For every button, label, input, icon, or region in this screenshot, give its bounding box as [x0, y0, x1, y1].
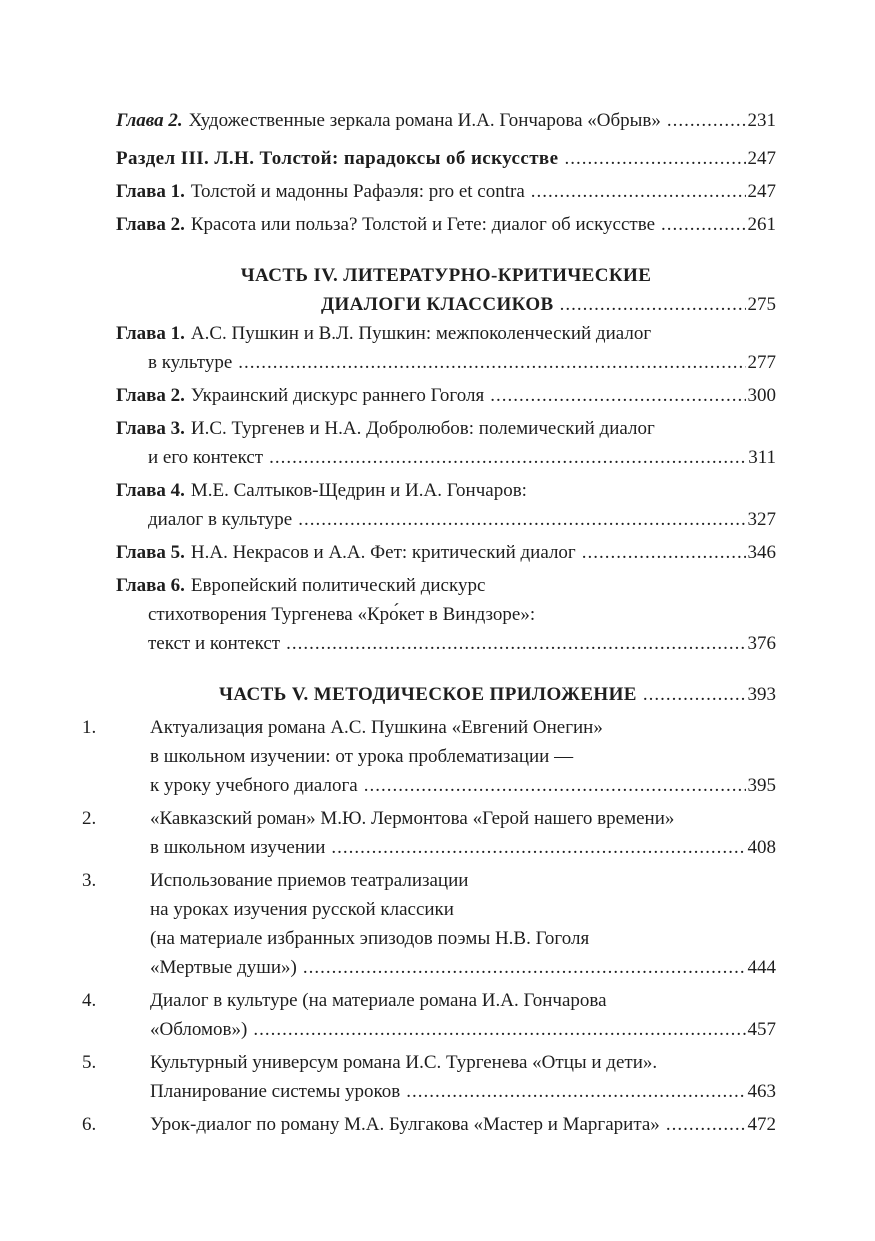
- table-of-contents: [82, 106, 776, 1139]
- leader-dots: [666, 1110, 746, 1139]
- chapter-label: Глава 1.: [116, 181, 185, 202]
- entry-title: Урок-диалог по роману М.А. Булгакова «Мастер и Маргарита»: [150, 1114, 660, 1135]
- list-item: [82, 986, 776, 1015]
- page-number: 393: [747, 684, 776, 705]
- leader-dots: [643, 680, 746, 709]
- toc-entry: [116, 571, 776, 600]
- list-item: [82, 1048, 776, 1077]
- chapter-label: Глава 2.: [116, 110, 183, 131]
- list-item: [82, 1110, 776, 1139]
- leader-dots: [253, 1015, 745, 1044]
- toc-entry: [116, 381, 776, 410]
- entry-title-cont: к уроку учебного диалога: [150, 775, 358, 796]
- chapter-label: Глава 3.: [116, 418, 185, 439]
- list-item: [82, 713, 776, 742]
- part-heading: [116, 680, 776, 709]
- toc-entry-continuation: [116, 348, 776, 377]
- page-number: 300: [747, 385, 776, 406]
- toc-entry-continuation: [116, 505, 776, 534]
- leader-dots: [661, 210, 745, 239]
- list-item: [82, 866, 776, 895]
- entry-title-cont: (на материале избранных эпизодов поэмы Н.В. Гоголя: [150, 928, 590, 949]
- page-number: 408: [747, 837, 776, 858]
- list-item-continuation: [116, 953, 776, 982]
- entry-title-cont: и его контекст: [148, 447, 264, 468]
- entry-title: Художественные зеркала романа И.А. Гончарова «Обрыв»: [188, 110, 661, 131]
- page-number: 277: [747, 352, 776, 373]
- entry-title: Красота или польза? Толстой и Гете: диалог об искусстве: [190, 214, 656, 235]
- chapter-label: Глава 1.: [116, 323, 185, 344]
- leader-dots: [531, 177, 746, 206]
- list-item-continuation: [116, 1077, 776, 1106]
- list-item-continuation: [116, 895, 776, 924]
- entry-title-cont: «Мертвые души»): [150, 957, 297, 978]
- leader-dots: [269, 443, 746, 472]
- leader-dots: [560, 290, 746, 319]
- entry-title: И.С. Тургенев и Н.А. Добролюбов: полемический диалог: [190, 418, 655, 439]
- entry-title-cont: в школьном изучении: [150, 837, 326, 858]
- entry-title: Н.А. Некрасов и А.А. Фет: критический диалог: [190, 542, 576, 563]
- item-number: 2.: [82, 808, 97, 829]
- leader-dots: [564, 144, 745, 173]
- list-item-continuation: [116, 742, 776, 771]
- page-number: 395: [747, 775, 776, 796]
- entry-title: Украинский дискурс раннего Гоголя: [190, 385, 485, 406]
- leader-dots: [490, 381, 745, 410]
- entry-title: А.С. Пушкин и В.Л. Пушкин: межпоколенческий диалог: [190, 323, 652, 344]
- chapter-label: Глава 4.: [116, 480, 185, 501]
- list-item-continuation: [116, 1015, 776, 1044]
- leader-dots: [303, 953, 746, 982]
- list-item-continuation: [116, 924, 776, 953]
- part-heading-line2: [116, 290, 776, 319]
- entry-title-cont: текст и контекст: [148, 633, 281, 654]
- item-number: 3.: [82, 870, 97, 891]
- entry-title: Использование приемов театрализации: [150, 870, 469, 891]
- leader-dots: [298, 505, 745, 534]
- toc-entry: [116, 476, 776, 505]
- part-title-line2: ДИАЛОГИ КЛАССИКОВ: [321, 294, 554, 315]
- toc-entry-continuation: [116, 629, 776, 658]
- leader-dots: [667, 106, 746, 135]
- list-item-continuation: [116, 833, 776, 862]
- toc-entry-continuation: [116, 600, 776, 629]
- entry-title: «Кавказский роман» М.Ю. Лермонтова «Герой нашего времени»: [150, 808, 675, 829]
- section-heading: [116, 144, 776, 173]
- entry-title: Толстой и мадонны Рафаэля: pro et contra: [190, 181, 525, 202]
- entry-title-cont: на уроках изучения русской классики: [150, 899, 454, 920]
- entry-title-cont: Планирование системы уроков: [150, 1081, 401, 1102]
- part-title: ЧАСТЬ V. МЕТОДИЧЕСКОЕ ПРИЛОЖЕНИЕ: [219, 684, 637, 705]
- item-number: 1.: [82, 717, 97, 738]
- list-item-continuation: [116, 771, 776, 800]
- page-number: 231: [747, 110, 776, 131]
- entry-title-cont: в культуре: [148, 352, 233, 373]
- page-number: 457: [747, 1019, 776, 1040]
- leader-dots: [238, 348, 745, 377]
- page-number: 472: [747, 1114, 776, 1135]
- toc-entry: [116, 414, 776, 443]
- leader-dots: [364, 771, 746, 800]
- toc-entry: [116, 538, 776, 567]
- page-number: 376: [747, 633, 776, 654]
- page-number: 346: [747, 542, 776, 563]
- page-number: 275: [747, 294, 776, 315]
- part-title-line1: ЧАСТЬ IV. ЛИТЕРАТУРНО-КРИТИЧЕСКИЕ: [240, 265, 652, 286]
- page-number: 247: [747, 181, 776, 202]
- entry-title: М.Е. Салтыков-Щедрин и И.А. Гончаров:: [190, 480, 527, 501]
- chapter-label: Глава 2.: [116, 385, 185, 406]
- part-heading: [116, 261, 776, 290]
- toc-entry: [116, 210, 776, 239]
- entry-title-cont: в школьном изучении: от урока проблематизации —: [150, 746, 574, 767]
- item-number: 6.: [82, 1114, 97, 1135]
- entry-title: Культурный универсум романа И.С. Тургенева «Отцы и дети».: [150, 1052, 658, 1073]
- chapter-label: Глава 6.: [116, 575, 185, 596]
- chapter-label: Глава 2.: [116, 214, 185, 235]
- page-number: 311: [748, 447, 776, 468]
- page-number: 444: [747, 957, 776, 978]
- entry-title-cont: диалог в культуре: [148, 509, 293, 530]
- page-number: 327: [747, 509, 776, 530]
- entry-title: Диалог в культуре (на материале романа И.А. Гончарова: [150, 990, 607, 1011]
- entry-title: Актуализация романа А.С. Пушкина «Евгений Онегин»: [150, 717, 603, 738]
- leader-dots: [406, 1077, 745, 1106]
- page-number: 463: [747, 1081, 776, 1102]
- item-number: 4.: [82, 990, 97, 1011]
- leader-dots: [331, 833, 745, 862]
- toc-entry: [116, 319, 776, 348]
- leader-dots: [582, 538, 746, 567]
- leader-dots: [286, 629, 745, 658]
- toc-entry: [116, 177, 776, 206]
- list-item: [82, 804, 776, 833]
- page-number: 261: [747, 214, 776, 235]
- entry-title: Европейский политический дискурс: [190, 575, 486, 596]
- entry-title-cont: «Обломов»): [150, 1019, 248, 1040]
- entry-title-cont: стихотворения Тургенева «Кро́кет в Виндзоре»:: [148, 604, 536, 625]
- section-title: Раздел III. Л.Н. Толстой: парадоксы об искусстве: [116, 148, 559, 169]
- chapter-label: Глава 5.: [116, 542, 185, 563]
- toc-entry-continuation: [116, 443, 776, 472]
- item-number: 5.: [82, 1052, 97, 1073]
- toc-entry: [116, 106, 776, 135]
- page-number: 247: [747, 148, 776, 169]
